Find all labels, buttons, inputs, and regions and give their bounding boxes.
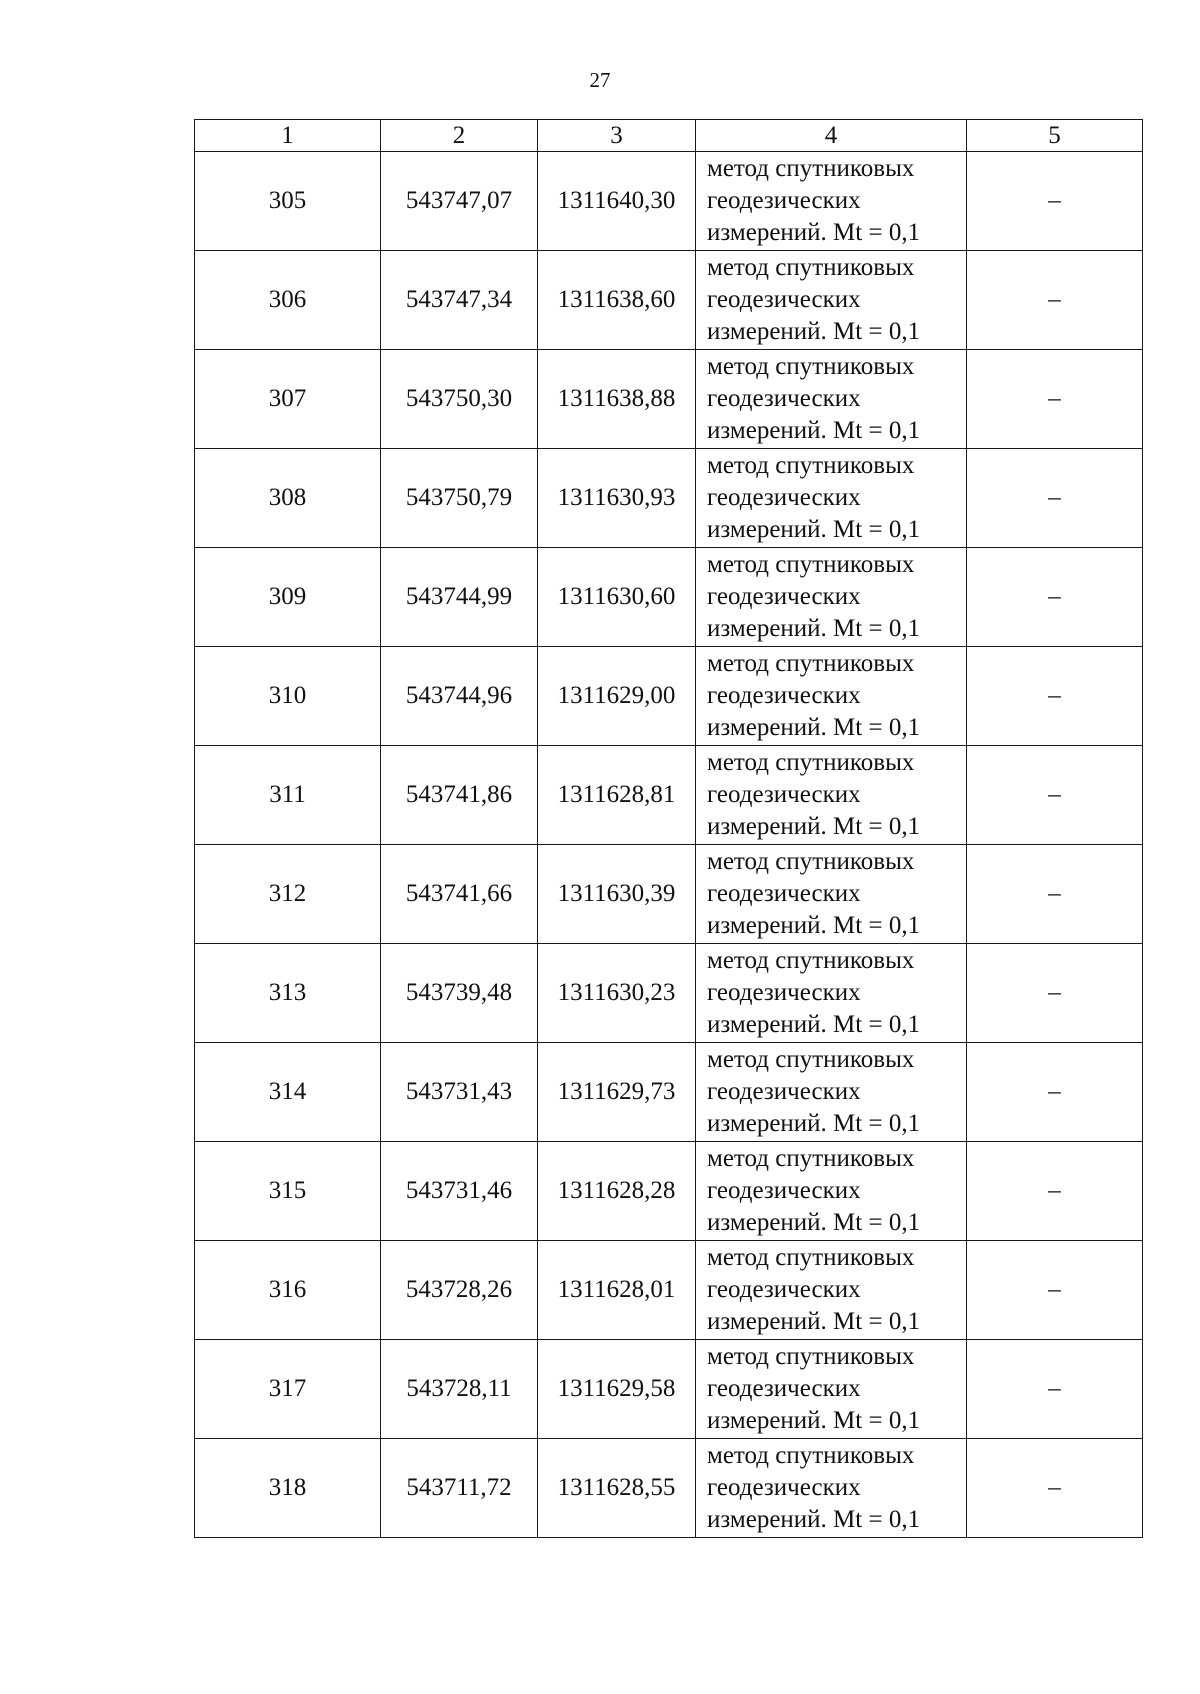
point-number-cell: 310 <box>195 647 381 746</box>
point-number-cell: 318 <box>195 1439 381 1538</box>
note-cell: – <box>967 1142 1143 1241</box>
method-line: метод спутниковых <box>707 254 915 281</box>
method-cell <box>696 449 967 548</box>
table-row <box>195 548 1143 647</box>
y-coordinate-cell: 1311630,39 <box>538 845 696 944</box>
point-number-cell: 311 <box>195 746 381 845</box>
method-line: измерений. Mt = 0,1 <box>707 1407 921 1434</box>
method-line: метод спутниковых <box>707 1145 915 1172</box>
y-coordinate-cell: 1311628,81 <box>538 746 696 845</box>
point-number-cell: 308 <box>195 449 381 548</box>
point-number-cell: 316 <box>195 1241 381 1340</box>
note-cell: – <box>967 647 1143 746</box>
y-coordinate-cell: 1311628,28 <box>538 1142 696 1241</box>
method-line: метод спутниковых <box>707 1046 915 1073</box>
column-header: 1 <box>195 120 381 152</box>
table-row <box>195 944 1143 1043</box>
point-number-cell: 317 <box>195 1340 381 1439</box>
method-line: метод спутниковых <box>707 848 915 875</box>
x-coordinate-cell: 543728,26 <box>381 1241 538 1340</box>
method-line: геодезических <box>707 1276 861 1303</box>
method-cell <box>696 647 967 746</box>
method-line: метод спутниковых <box>707 1244 915 1271</box>
method-line: метод спутниковых <box>707 551 915 578</box>
method-line: геодезических <box>707 682 861 709</box>
method-cell <box>696 1043 967 1142</box>
note-cell: – <box>967 845 1143 944</box>
method-line: измерений. Mt = 0,1 <box>707 1110 921 1137</box>
table-row <box>195 350 1143 449</box>
table-row <box>195 1439 1143 1538</box>
x-coordinate-cell: 543747,34 <box>381 251 538 350</box>
x-coordinate-cell: 543711,72 <box>381 1439 538 1538</box>
method-cell <box>696 1439 967 1538</box>
page-number: 27 <box>589 68 611 92</box>
method-line: метод спутниковых <box>707 650 915 677</box>
method-cell <box>696 1241 967 1340</box>
point-number-cell: 307 <box>195 350 381 449</box>
method-line: измерений. Mt = 0,1 <box>707 417 921 444</box>
method-line: геодезических <box>707 385 861 412</box>
y-coordinate-cell: 1311629,73 <box>538 1043 696 1142</box>
note-cell: – <box>967 548 1143 647</box>
note-cell: – <box>967 449 1143 548</box>
point-number-cell: 315 <box>195 1142 381 1241</box>
method-line: метод спутниковых <box>707 155 915 182</box>
y-coordinate-cell: 1311630,23 <box>538 944 696 1043</box>
method-line: геодезических <box>707 979 861 1006</box>
method-line: геодезических <box>707 1375 861 1402</box>
table-row <box>195 845 1143 944</box>
note-cell: – <box>967 350 1143 449</box>
note-cell: – <box>967 1241 1143 1340</box>
note-cell: – <box>967 1439 1143 1538</box>
method-line: геодезических <box>707 1078 861 1105</box>
table-row <box>195 746 1143 845</box>
method-line: метод спутниковых <box>707 947 915 974</box>
table-row <box>195 1340 1143 1439</box>
method-line: метод спутниковых <box>707 353 915 380</box>
x-coordinate-cell: 543739,48 <box>381 944 538 1043</box>
method-line: метод спутниковых <box>707 1343 915 1370</box>
method-line: геодезических <box>707 286 861 313</box>
x-coordinate-cell: 543741,66 <box>381 845 538 944</box>
y-coordinate-cell: 1311638,60 <box>538 251 696 350</box>
method-line: геодезических <box>707 880 861 907</box>
point-number-cell: 309 <box>195 548 381 647</box>
x-coordinate-cell: 543750,79 <box>381 449 538 548</box>
x-coordinate-cell: 543731,43 <box>381 1043 538 1142</box>
column-header: 4 <box>696 120 967 152</box>
method-cell <box>696 152 967 251</box>
y-coordinate-cell: 1311638,88 <box>538 350 696 449</box>
y-coordinate-cell: 1311630,93 <box>538 449 696 548</box>
method-line: измерений. Mt = 0,1 <box>707 912 921 939</box>
method-cell <box>696 251 967 350</box>
method-line: измерений. Mt = 0,1 <box>707 219 921 246</box>
y-coordinate-cell: 1311630,60 <box>538 548 696 647</box>
x-coordinate-cell: 543747,07 <box>381 152 538 251</box>
method-line: измерений. Mt = 0,1 <box>707 318 921 345</box>
table-row <box>195 647 1143 746</box>
method-cell <box>696 845 967 944</box>
method-cell <box>696 944 967 1043</box>
table-row <box>195 152 1143 251</box>
x-coordinate-cell: 543728,11 <box>381 1340 538 1439</box>
method-line: геодезических <box>707 484 861 511</box>
x-coordinate-cell: 543731,46 <box>381 1142 538 1241</box>
method-line: геодезических <box>707 187 861 214</box>
column-header: 3 <box>538 120 696 152</box>
x-coordinate-cell: 543741,86 <box>381 746 538 845</box>
note-cell: – <box>967 944 1143 1043</box>
method-line: геодезических <box>707 1474 861 1501</box>
method-line: измерений. Mt = 0,1 <box>707 615 921 642</box>
table-row <box>195 1043 1143 1142</box>
method-line: измерений. Mt = 0,1 <box>707 714 921 741</box>
method-line: метод спутниковых <box>707 1442 915 1469</box>
x-coordinate-cell: 543750,30 <box>381 350 538 449</box>
y-coordinate-cell: 1311629,00 <box>538 647 696 746</box>
method-cell <box>696 548 967 647</box>
y-coordinate-cell: 1311628,01 <box>538 1241 696 1340</box>
method-line: геодезических <box>707 781 861 808</box>
method-line: измерений. Mt = 0,1 <box>707 1506 921 1533</box>
note-cell: – <box>967 152 1143 251</box>
method-line: измерений. Mt = 0,1 <box>707 1308 921 1335</box>
method-cell <box>696 1142 967 1241</box>
table-body <box>195 152 1143 1538</box>
coordinates-table <box>194 119 1143 1538</box>
column-header: 5 <box>967 120 1143 152</box>
table-row <box>195 251 1143 350</box>
point-number-cell: 305 <box>195 152 381 251</box>
note-cell: – <box>967 746 1143 845</box>
method-line: измерений. Mt = 0,1 <box>707 1011 921 1038</box>
table-row <box>195 1241 1143 1340</box>
method-line: измерений. Mt = 0,1 <box>707 516 921 543</box>
method-line: метод спутниковых <box>707 452 915 479</box>
y-coordinate-cell: 1311640,30 <box>538 152 696 251</box>
x-coordinate-cell: 543744,99 <box>381 548 538 647</box>
point-number-cell: 313 <box>195 944 381 1043</box>
method-cell <box>696 350 967 449</box>
table-row <box>195 449 1143 548</box>
point-number-cell: 312 <box>195 845 381 944</box>
method-line: геодезических <box>707 1177 861 1204</box>
note-cell: – <box>967 1340 1143 1439</box>
method-line: измерений. Mt = 0,1 <box>707 813 921 840</box>
point-number-cell: 306 <box>195 251 381 350</box>
point-number-cell: 314 <box>195 1043 381 1142</box>
note-cell: – <box>967 1043 1143 1142</box>
x-coordinate-cell: 543744,96 <box>381 647 538 746</box>
note-cell: – <box>967 251 1143 350</box>
method-line: геодезических <box>707 583 861 610</box>
method-cell <box>696 1340 967 1439</box>
method-line: измерений. Mt = 0,1 <box>707 1209 921 1236</box>
column-header: 2 <box>381 120 538 152</box>
table-row <box>195 1142 1143 1241</box>
y-coordinate-cell: 1311629,58 <box>538 1340 696 1439</box>
method-line: метод спутниковых <box>707 749 915 776</box>
table-header-row <box>195 120 1143 152</box>
method-cell <box>696 746 967 845</box>
y-coordinate-cell: 1311628,55 <box>538 1439 696 1538</box>
